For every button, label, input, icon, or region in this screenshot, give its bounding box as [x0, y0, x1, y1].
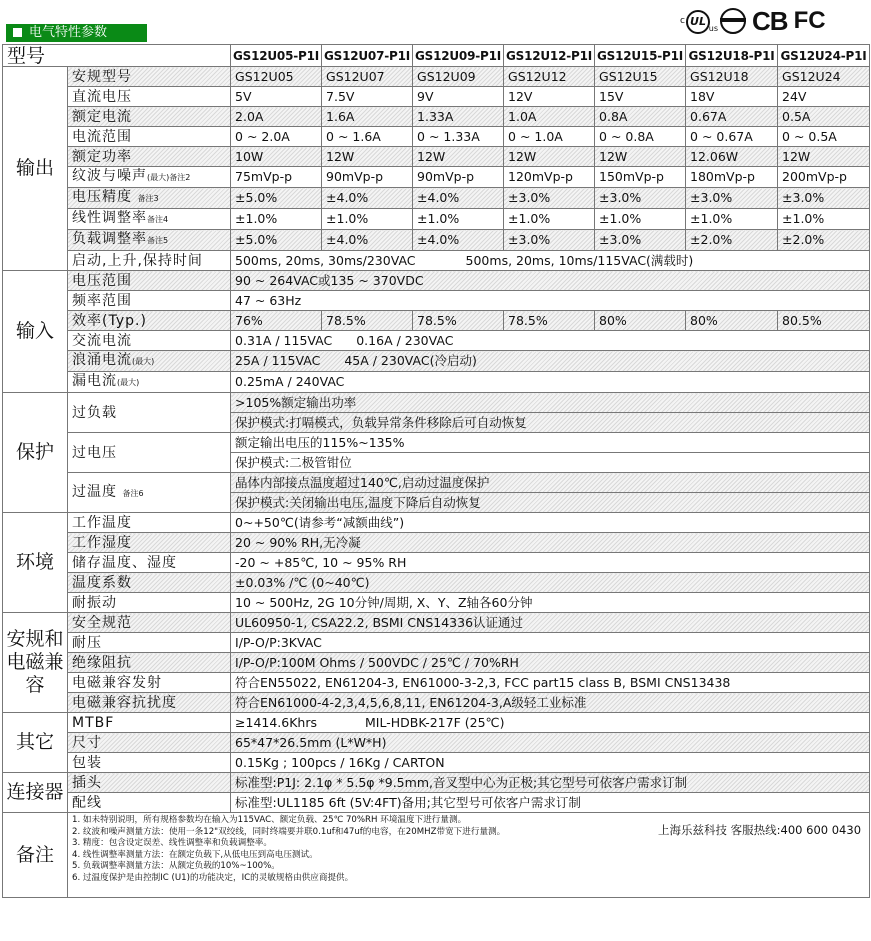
section-title-bar [6, 24, 147, 42]
cell: ±3.0% [504, 188, 595, 209]
cell: 符合EN55022, EN61204-3, EN61000-3-2,3, FCC part15 class B, BSMI CNS13438 [231, 673, 870, 693]
cell: 1.33A [413, 107, 504, 127]
cell: 0 ~ 0.5A [778, 127, 870, 147]
cell: 保护模式:二极管钳位 [231, 453, 870, 473]
output-row-ripple [3, 167, 870, 188]
cell: 12V [504, 87, 595, 107]
row-label-text: 负载调整率 [72, 231, 147, 247]
cell: 47 ~ 63Hz [231, 291, 870, 311]
cell: 0.8A [595, 107, 686, 127]
cell: 24V [778, 87, 870, 107]
output-row-rated-power [3, 147, 870, 167]
cell: 90 ~ 264VAC或135 ~ 370VDC [231, 271, 870, 291]
section-title: 电气特性参数 [29, 25, 108, 40]
cell [231, 251, 870, 271]
cell: 80% [686, 311, 778, 331]
row-label [68, 188, 231, 209]
category-protection: 保护 [3, 393, 68, 513]
cell: ±1.0% [686, 209, 778, 230]
notes-cell [68, 813, 870, 898]
cell: ±3.0% [504, 230, 595, 251]
cell [231, 331, 870, 351]
cell-part: 0.16A / 230VAC [356, 332, 454, 348]
model-header: GS12U12-P1I [504, 45, 595, 67]
notes-row [3, 813, 870, 898]
cell: 75mVp-p [231, 167, 322, 188]
cell: 0 ~ 2.0A [231, 127, 322, 147]
row-label: 工作温度 [68, 513, 231, 533]
row-label: 过负载 [68, 393, 231, 433]
cell: 7.5V [322, 87, 413, 107]
cell: 0 ~ 0.8A [595, 127, 686, 147]
cell: GS12U24 [778, 67, 870, 87]
row-label: 直流电压 [68, 87, 231, 107]
cb-logo-icon: CB [752, 5, 788, 36]
note-line: 5. 负载调整率测量方法：从额定负载的10%~100%。 [72, 861, 280, 871]
cell: 80.5% [778, 311, 870, 331]
row-label-text: 纹波与噪声 [72, 168, 147, 184]
row-label: 电磁兼容发射 [68, 673, 231, 693]
spec-table [2, 44, 870, 898]
cul-us-logo-icon: c UL us [680, 8, 714, 34]
cell: GS12U18 [686, 67, 778, 87]
row-label: 尺寸 [68, 733, 231, 753]
input-row-frequency [3, 291, 870, 311]
row-label: 耐压 [68, 633, 231, 653]
cell: 12W [322, 147, 413, 167]
row-label [68, 230, 231, 251]
output-row-line-regulation [3, 209, 870, 230]
cell: 12.06W [686, 147, 778, 167]
row-label: 启动,上升,保持时间 [68, 251, 231, 271]
cell: >105%额定输出功率 [231, 393, 870, 413]
environment-row [3, 533, 870, 553]
cell: 晶体内部接点温度超过140℃,启动过温度保护 [231, 473, 870, 493]
row-label: 电流范围 [68, 127, 231, 147]
note-line: 3. 精度：包含设定误差、线性调整率和负载调整率。 [72, 838, 272, 848]
square-bullet-icon [13, 28, 22, 37]
cell [231, 351, 870, 372]
row-label: 配线 [68, 793, 231, 813]
cell: 2.0A [231, 107, 322, 127]
cell: 12W [413, 147, 504, 167]
row-label: 耐振动 [68, 593, 231, 613]
cell: 0 ~ 1.0A [504, 127, 595, 147]
cell: GS12U15 [595, 67, 686, 87]
output-row-voltage-accuracy [3, 188, 870, 209]
cell: ±1.0% [231, 209, 322, 230]
cell-part: 25A / 115VAC [235, 353, 321, 368]
cell: GS12U09 [413, 67, 504, 87]
row-label: 储存温度、湿度 [68, 553, 231, 573]
row-label-text: 浪涌电流 [72, 352, 132, 368]
cell: ±2.0% [686, 230, 778, 251]
cell: -20 ~ +85℃, 10 ~ 95% RH [231, 553, 870, 573]
cell: ±3.0% [595, 230, 686, 251]
row-label: 安全规范 [68, 613, 231, 633]
cell: 0.25mA / 240VAC [231, 372, 870, 393]
environment-row [3, 513, 870, 533]
row-label-note: 备注6 [122, 488, 144, 498]
cell: 5V [231, 87, 322, 107]
model-header: GS12U15-P1I [595, 45, 686, 67]
output-row-dc-voltage [3, 87, 870, 107]
model-header: GS12U05-P1I [231, 45, 322, 67]
others-row [3, 753, 870, 773]
model-header-label: 型号 [3, 45, 231, 67]
row-label-text: 漏电流 [72, 373, 117, 389]
cell: 0 ~ 1.6A [322, 127, 413, 147]
cell: GS12U05 [231, 67, 322, 87]
protection-row [3, 393, 870, 413]
cell: ±3.0% [778, 188, 870, 209]
cell: 18V [686, 87, 778, 107]
row-label: 频率范围 [68, 291, 231, 311]
cell-part: 500ms, 20ms, 10ms/115VAC(满载时) [465, 252, 694, 268]
input-row-efficiency [3, 311, 870, 331]
cell: ±1.0% [778, 209, 870, 230]
cell: 76% [231, 311, 322, 331]
row-label-note: (最大)备注2 [147, 173, 191, 182]
row-label-text: 线性调整率 [72, 210, 147, 226]
cell: 12W [504, 147, 595, 167]
row-label-note: (最大) [132, 357, 155, 366]
cell: 符合EN61000-4-2,3,4,5,6,8,11, EN61204-3,A级轻工业标准 [231, 693, 870, 713]
model-header: GS12U18-P1I [686, 45, 778, 67]
category-environment: 环境 [3, 513, 68, 613]
model-header: GS12U24-P1I [778, 45, 870, 67]
connector-row [3, 793, 870, 813]
cell: 78.5% [504, 311, 595, 331]
category-notes: 备注 [3, 813, 68, 898]
cell: ±1.0% [504, 209, 595, 230]
cell: 1.6A [322, 107, 413, 127]
cell: 0.15Kg ; 100pcs / 16Kg / CARTON [231, 753, 870, 773]
cell: 10 ~ 500Hz, 2G 10分钟/周期, X、Y、Z轴各60分钟 [231, 593, 870, 613]
cell: 120mVp-p [504, 167, 595, 188]
cell: I/P-O/P:100M Ohms / 500VDC / 25℃ / 70%RH [231, 653, 870, 673]
row-label-note: 备注3 [137, 194, 159, 203]
certification-logos [680, 6, 826, 36]
category-safety-emc: 安规和电磁兼容 [3, 613, 68, 713]
cell: 78.5% [322, 311, 413, 331]
cell: 0.67A [686, 107, 778, 127]
cell: 标准型:UL1185 6ft (5V:4FT)备用;其它型号可依客户需求订制 [231, 793, 870, 813]
row-label-note: (最大) [117, 378, 140, 387]
row-label: 电压范围 [68, 271, 231, 291]
row-label: 工作湿度 [68, 533, 231, 553]
cell: 90mVp-p [322, 167, 413, 188]
cell: GS12U12 [504, 67, 595, 87]
row-label: 额定功率 [68, 147, 231, 167]
category-others: 其它 [3, 713, 68, 773]
category-input: 输入 [3, 271, 68, 393]
environment-row [3, 553, 870, 573]
cell: 15V [595, 87, 686, 107]
cell: 标准型:P1J: 2.1φ * 5.5φ *9.5mm,音叉型中心为正极;其它型号可依客户需求订制 [231, 773, 870, 793]
safety-row [3, 693, 870, 713]
note-line: 1. 如未特别说明，所有规格参数均在输入为115VAC、额定负载、25℃ 70%RH 环境温度下进行量测。 [72, 815, 467, 825]
row-label: 额定电流 [68, 107, 231, 127]
input-row-voltage-range [3, 271, 870, 291]
cell: 0.5A [778, 107, 870, 127]
cell: 80% [595, 311, 686, 331]
cell: 额定输出电压的115%~135% [231, 433, 870, 453]
row-label: 过电压 [68, 433, 231, 473]
cell: ±1.0% [413, 209, 504, 230]
input-row-leakage [3, 372, 870, 393]
environment-row [3, 573, 870, 593]
row-label: 绝缘阻抗 [68, 653, 231, 673]
cell: 保护模式:打嗝模式，负载异常条件移除后可自动恢复 [231, 413, 870, 433]
environment-row [3, 593, 870, 613]
service-hotline: 上海乐兹科技 客服热线:400 600 0430 [658, 823, 862, 837]
cell: ±4.0% [322, 188, 413, 209]
row-label: 插头 [68, 773, 231, 793]
cell-part: 500ms, 20ms, 30ms/230VAC [235, 252, 416, 268]
model-header: GS12U07-P1I [322, 45, 413, 67]
input-row-ac-current [3, 331, 870, 351]
row-label [68, 351, 231, 372]
row-label-note: 备注5 [147, 236, 169, 245]
safety-row [3, 613, 870, 633]
protection-row [3, 433, 870, 453]
output-row-rated-current [3, 107, 870, 127]
cell [231, 713, 870, 733]
cell: 1.0A [504, 107, 595, 127]
note-line: 2. 纹波和噪声测量方法：使用一条12"双绞线，同时终端要并联0.1uf和47uf的电容，在20MHZ带宽下进行量测。 [72, 826, 506, 837]
cell: 0~+50℃(请参考“减额曲线”) [231, 513, 870, 533]
category-output: 输出 [3, 67, 68, 271]
safety-row [3, 673, 870, 693]
row-label-note: 备注4 [147, 215, 169, 224]
cell: 12W [595, 147, 686, 167]
cell: I/P-O/P:3KVAC [231, 633, 870, 653]
note-line: 4. 线性调整率测量方法：在额定负载下,从低电压到高电压测试。 [72, 849, 318, 860]
row-label [68, 473, 231, 513]
cell: 10W [231, 147, 322, 167]
cell: 180mVp-p [686, 167, 778, 188]
row-label [68, 209, 231, 230]
row-label: 包装 [68, 753, 231, 773]
tuv-logo-icon [720, 8, 746, 34]
cell: ±4.0% [413, 188, 504, 209]
input-row-inrush [3, 351, 870, 372]
cell: ±0.03% /℃ (0~40℃) [231, 573, 870, 593]
cell-part: ≥1414.6Khrs [235, 714, 317, 730]
output-row-current-range [3, 127, 870, 147]
cell-part: MIL-HDBK-217F (25℃) [365, 714, 505, 730]
output-row-safety-model [3, 67, 870, 87]
row-label-text: 电压精度 [72, 189, 132, 205]
cell: ±5.0% [231, 230, 322, 251]
row-label: MTBF [68, 713, 231, 733]
cell: 200mVp-p [778, 167, 870, 188]
cell: ±3.0% [686, 188, 778, 209]
header-row [3, 45, 870, 67]
output-row-startup [3, 251, 870, 271]
safety-row [3, 653, 870, 673]
model-header: GS12U09-P1I [413, 45, 504, 67]
cell: 0 ~ 1.33A [413, 127, 504, 147]
cell: ±5.0% [231, 188, 322, 209]
row-label: 电磁兼容抗扰度 [68, 693, 231, 713]
protection-row [3, 473, 870, 493]
others-row [3, 713, 870, 733]
cell-part: 45A / 230VAC(冷启动) [344, 353, 477, 368]
cell: 保护模式:关闭输出电压,温度下降后自动恢复 [231, 493, 870, 513]
cell: 20 ~ 90% RH,无冷凝 [231, 533, 870, 553]
cell: GS12U07 [322, 67, 413, 87]
safety-row [3, 633, 870, 653]
cell: 150mVp-p [595, 167, 686, 188]
row-label: 温度系数 [68, 573, 231, 593]
cell: ±4.0% [413, 230, 504, 251]
others-row [3, 733, 870, 753]
row-label [68, 372, 231, 393]
row-label: 效率(Typ.) [68, 311, 231, 331]
category-connector: 连接器 [3, 773, 68, 813]
cell: UL60950-1, CSA22.2, BSMI CNS14336认证通过 [231, 613, 870, 633]
cell: 12W [778, 147, 870, 167]
output-row-load-regulation [3, 230, 870, 251]
note-line: 6. 过温度保护是由控制IC (U1)的功能决定，IC的灵敏规格由供应商提供。 [72, 872, 354, 883]
cell: ±1.0% [595, 209, 686, 230]
cell: ±1.0% [322, 209, 413, 230]
cell-part: 0.31A / 115VAC [235, 332, 333, 348]
row-label [68, 167, 231, 188]
cell: ±3.0% [595, 188, 686, 209]
row-label: 安规型号 [68, 67, 231, 87]
cell: ±2.0% [778, 230, 870, 251]
row-label: 交流电流 [68, 331, 231, 351]
connector-row [3, 773, 870, 793]
cell: ±4.0% [322, 230, 413, 251]
fcc-logo-icon: FC [793, 7, 826, 34]
cell: 90mVp-p [413, 167, 504, 188]
cell: 9V [413, 87, 504, 107]
cell: 78.5% [413, 311, 504, 331]
row-label-text: 过温度 [72, 483, 117, 500]
cell: 65*47*26.5mm (L*W*H) [231, 733, 870, 753]
cell: 0 ~ 0.67A [686, 127, 778, 147]
